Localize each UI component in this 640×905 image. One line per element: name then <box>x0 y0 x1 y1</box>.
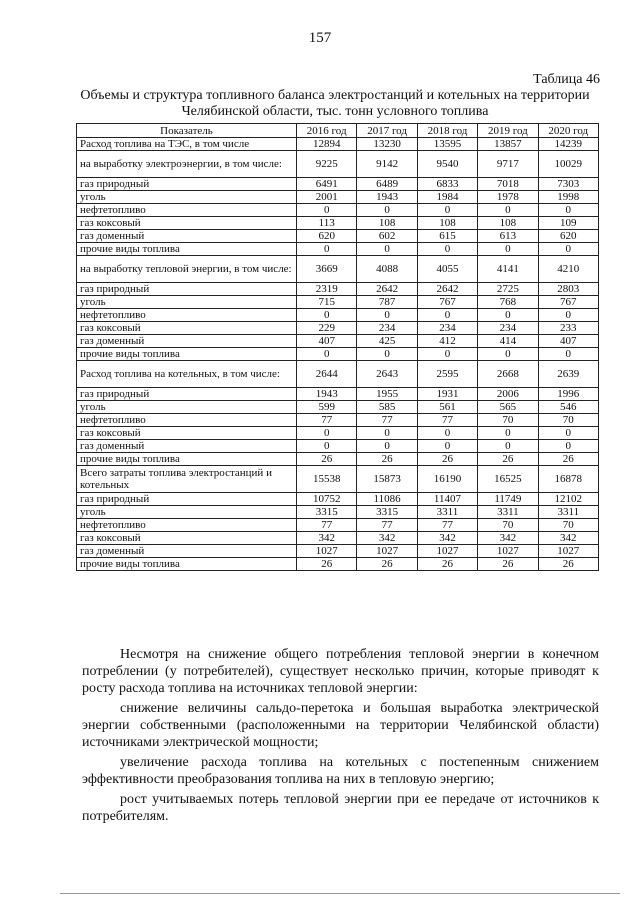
cell-value: 0 <box>297 348 357 361</box>
cell-value: 0 <box>357 440 417 453</box>
cell-value: 599 <box>297 401 357 414</box>
row-label: на выработку тепловой энергии, в том числе: <box>77 256 297 283</box>
cell-value: 3311 <box>538 506 598 519</box>
cell-value: 26 <box>478 558 538 571</box>
table-row <box>77 558 599 571</box>
cell-value: 2643 <box>357 361 417 388</box>
table-row <box>77 138 599 151</box>
cell-value: 1931 <box>417 388 477 401</box>
row-label: нефтетопливо <box>77 414 297 427</box>
cell-value: 4088 <box>357 256 417 283</box>
cell-value: 0 <box>297 309 357 322</box>
cell-value: 3315 <box>357 506 417 519</box>
cell-value: 26 <box>297 558 357 571</box>
cell-value: 4210 <box>538 256 598 283</box>
cell-value: 0 <box>538 309 598 322</box>
header-2018: 2018 год <box>417 124 477 138</box>
cell-value: 4055 <box>417 256 477 283</box>
cell-value: 2595 <box>417 361 477 388</box>
cell-value: 77 <box>357 519 417 532</box>
table-row <box>77 506 599 519</box>
cell-value: 585 <box>357 401 417 414</box>
cell-value: 3311 <box>417 506 477 519</box>
cell-value: 342 <box>417 532 477 545</box>
cell-value: 2006 <box>478 388 538 401</box>
cell-value: 407 <box>297 335 357 348</box>
cell-value: 602 <box>357 230 417 243</box>
row-label: газ природный <box>77 493 297 506</box>
table-row <box>77 217 599 230</box>
cell-value: 0 <box>297 243 357 256</box>
cell-value: 2642 <box>357 283 417 296</box>
table-row <box>77 178 599 191</box>
paragraph: Несмотря на снижение общего потребления тепловой энергии в конечном потреблении (у потребителей), существует несколько причин, которые приводят к росту расхода топлива на источниках тепловой энергии: <box>82 647 599 696</box>
cell-value: 234 <box>417 322 477 335</box>
row-label: газ доменный <box>77 335 297 348</box>
cell-value: 2639 <box>538 361 598 388</box>
cell-value: 0 <box>478 440 538 453</box>
cell-value: 108 <box>478 217 538 230</box>
cell-value: 6491 <box>297 178 357 191</box>
cell-value: 108 <box>417 217 477 230</box>
table-row <box>77 519 599 532</box>
table-title: Объемы и структура топливного баланса электростанций и котельных на территории Челябинской области, тыс. тонн условного топлива <box>80 88 590 119</box>
row-label: нефтетопливо <box>77 309 297 322</box>
cell-value: 9142 <box>357 151 417 178</box>
cell-value: 1978 <box>478 191 538 204</box>
cell-value: 7018 <box>478 178 538 191</box>
cell-value: 2319 <box>297 283 357 296</box>
cell-value: 0 <box>538 348 598 361</box>
cell-value: 620 <box>538 230 598 243</box>
row-label: уголь <box>77 401 297 414</box>
table-row <box>77 283 599 296</box>
cell-value: 7303 <box>538 178 598 191</box>
cell-value: 0 <box>417 348 477 361</box>
cell-value: 2803 <box>538 283 598 296</box>
cell-value: 414 <box>478 335 538 348</box>
table-row <box>77 309 599 322</box>
cell-value: 1027 <box>297 545 357 558</box>
cell-value: 10029 <box>538 151 598 178</box>
cell-value: 77 <box>357 414 417 427</box>
row-label: прочие виды топлива <box>77 243 297 256</box>
row-label: газ коксовый <box>77 217 297 230</box>
cell-value: 342 <box>297 532 357 545</box>
cell-value: 2644 <box>297 361 357 388</box>
cell-value: 2642 <box>417 283 477 296</box>
cell-value: 234 <box>478 322 538 335</box>
cell-value: 1984 <box>417 191 477 204</box>
table-row <box>77 243 599 256</box>
cell-value: 565 <box>478 401 538 414</box>
cell-value: 2725 <box>478 283 538 296</box>
cell-value: 9717 <box>478 151 538 178</box>
cell-value: 26 <box>538 558 598 571</box>
table-row <box>77 322 599 335</box>
cell-value: 11407 <box>417 493 477 506</box>
body-text <box>82 646 599 828</box>
row-label: газ коксовый <box>77 322 297 335</box>
cell-value: 1943 <box>357 191 417 204</box>
cell-value: 11749 <box>478 493 538 506</box>
paragraph: увеличение расхода топлива на котельных с постепенным снижением эффективности преобразования топлива на них в тепловую энергию; <box>82 755 599 787</box>
row-label: Расход топлива на ТЭС, в том числе <box>77 138 297 151</box>
table-row <box>77 453 599 466</box>
cell-value: 561 <box>417 401 477 414</box>
row-label: Расход топлива на котельных, в том числе: <box>77 361 297 388</box>
page-number: 157 <box>308 30 332 46</box>
cell-value: 10752 <box>297 493 357 506</box>
cell-value: 767 <box>417 296 477 309</box>
table-row <box>77 427 599 440</box>
cell-value: 234 <box>357 322 417 335</box>
cell-value: 77 <box>297 519 357 532</box>
cell-value: 1955 <box>357 388 417 401</box>
cell-value: 768 <box>478 296 538 309</box>
cell-value: 342 <box>478 532 538 545</box>
header-2016: 2016 год <box>297 124 357 138</box>
cell-value: 0 <box>417 427 477 440</box>
cell-value: 0 <box>417 204 477 217</box>
cell-value: 2001 <box>297 191 357 204</box>
cell-value: 0 <box>538 243 598 256</box>
cell-value: 13857 <box>478 138 538 151</box>
table-row <box>77 414 599 427</box>
cell-value: 0 <box>417 309 477 322</box>
cell-value: 13595 <box>417 138 477 151</box>
cell-value: 26 <box>417 558 477 571</box>
row-label: газ доменный <box>77 545 297 558</box>
row-label: газ природный <box>77 283 297 296</box>
cell-value: 15873 <box>357 466 417 493</box>
cell-value: 70 <box>478 414 538 427</box>
row-label: газ доменный <box>77 230 297 243</box>
row-label: уголь <box>77 191 297 204</box>
cell-value: 77 <box>417 519 477 532</box>
cell-value: 767 <box>538 296 598 309</box>
row-label: уголь <box>77 296 297 309</box>
row-label: Всего затраты топлива электростанций и котельных <box>77 466 297 493</box>
cell-value: 14239 <box>538 138 598 151</box>
paragraph: рост учитываемых потерь тепловой энергии при ее передаче от источников к потребителям. <box>82 792 599 824</box>
table-header-row <box>77 124 599 138</box>
row-label: прочие виды топлива <box>77 453 297 466</box>
table-row <box>77 545 599 558</box>
table-label: Таблица 46 <box>533 72 600 87</box>
cell-value: 26 <box>357 558 417 571</box>
row-label: прочие виды топлива <box>77 348 297 361</box>
cell-value: 1943 <box>297 388 357 401</box>
cell-value: 3315 <box>297 506 357 519</box>
cell-value: 9540 <box>417 151 477 178</box>
cell-value: 229 <box>297 322 357 335</box>
table-row <box>77 191 599 204</box>
cell-value: 0 <box>357 348 417 361</box>
cell-value: 13230 <box>357 138 417 151</box>
cell-value: 6489 <box>357 178 417 191</box>
cell-value: 26 <box>478 453 538 466</box>
cell-value: 412 <box>417 335 477 348</box>
table-row <box>77 401 599 414</box>
cell-value: 11086 <box>357 493 417 506</box>
table-row <box>77 493 599 506</box>
cell-value: 613 <box>478 230 538 243</box>
cell-value: 12894 <box>297 138 357 151</box>
cell-value: 407 <box>538 335 598 348</box>
table-row <box>77 204 599 217</box>
cell-value: 0 <box>417 243 477 256</box>
header-2019: 2019 год <box>478 124 538 138</box>
cell-value: 1027 <box>538 545 598 558</box>
cell-value: 615 <box>417 230 477 243</box>
cell-value: 70 <box>478 519 538 532</box>
table-row <box>77 440 599 453</box>
row-label: газ коксовый <box>77 427 297 440</box>
cell-value: 77 <box>417 414 477 427</box>
cell-value: 15538 <box>297 466 357 493</box>
cell-value: 546 <box>538 401 598 414</box>
cell-value: 1027 <box>478 545 538 558</box>
cell-value: 4141 <box>478 256 538 283</box>
cell-value: 70 <box>538 519 598 532</box>
cell-value: 0 <box>538 204 598 217</box>
cell-value: 0 <box>417 440 477 453</box>
cell-value: 77 <box>297 414 357 427</box>
table-row <box>77 466 599 493</box>
cell-value: 620 <box>297 230 357 243</box>
cell-value: 1996 <box>538 388 598 401</box>
cell-value: 787 <box>357 296 417 309</box>
row-label: газ доменный <box>77 440 297 453</box>
cell-value: 1027 <box>417 545 477 558</box>
cell-value: 0 <box>357 243 417 256</box>
row-label: прочие виды топлива <box>77 558 297 571</box>
cell-value: 12102 <box>538 493 598 506</box>
row-label: газ природный <box>77 178 297 191</box>
cell-value: 108 <box>357 217 417 230</box>
table-row <box>77 348 599 361</box>
cell-value: 9225 <box>297 151 357 178</box>
cell-value: 26 <box>538 453 598 466</box>
paragraph: снижение величины сальдо-перетока и большая выработка электрической энергии собственными (расположенными на территории Челябинской области) источниками электрической мощности; <box>82 701 599 750</box>
cell-value: 3311 <box>478 506 538 519</box>
cell-value: 70 <box>538 414 598 427</box>
cell-value: 1027 <box>357 545 417 558</box>
table-row <box>77 335 599 348</box>
cell-value: 0 <box>478 348 538 361</box>
cell-value: 425 <box>357 335 417 348</box>
header-2017: 2017 год <box>357 124 417 138</box>
row-label: газ природный <box>77 388 297 401</box>
table-row <box>77 151 599 178</box>
table-row <box>77 296 599 309</box>
cell-value: 0 <box>478 309 538 322</box>
table-body <box>77 138 599 571</box>
cell-value: 0 <box>297 440 357 453</box>
cell-value: 233 <box>538 322 598 335</box>
cell-value: 342 <box>538 532 598 545</box>
cell-value: 6833 <box>417 178 477 191</box>
cell-value: 0 <box>538 427 598 440</box>
cell-value: 2668 <box>478 361 538 388</box>
bottom-divider <box>60 893 620 894</box>
cell-value: 342 <box>357 532 417 545</box>
cell-value: 109 <box>538 217 598 230</box>
cell-value: 16525 <box>478 466 538 493</box>
table-row <box>77 361 599 388</box>
cell-value: 0 <box>478 204 538 217</box>
cell-value: 16878 <box>538 466 598 493</box>
row-label: на выработку электроэнергии, в том числе: <box>77 151 297 178</box>
cell-value: 0 <box>297 427 357 440</box>
cell-value: 715 <box>297 296 357 309</box>
cell-value: 26 <box>297 453 357 466</box>
header-indicator: Показатель <box>77 124 297 138</box>
table-row <box>77 532 599 545</box>
row-label: уголь <box>77 506 297 519</box>
cell-value: 0 <box>538 440 598 453</box>
cell-value: 16190 <box>417 466 477 493</box>
cell-value: 26 <box>357 453 417 466</box>
table-row <box>77 230 599 243</box>
cell-value: 3669 <box>297 256 357 283</box>
table-row <box>77 256 599 283</box>
cell-value: 113 <box>297 217 357 230</box>
cell-value: 0 <box>357 309 417 322</box>
cell-value: 1998 <box>538 191 598 204</box>
row-label: нефтетопливо <box>77 519 297 532</box>
table-row <box>77 388 599 401</box>
cell-value: 0 <box>297 204 357 217</box>
header-2020: 2020 год <box>538 124 598 138</box>
row-label: нефтетопливо <box>77 204 297 217</box>
row-label: газ коксовый <box>77 532 297 545</box>
cell-value: 0 <box>478 243 538 256</box>
fuel-balance-table <box>76 123 599 571</box>
cell-value: 0 <box>357 427 417 440</box>
cell-value: 0 <box>357 204 417 217</box>
cell-value: 26 <box>417 453 477 466</box>
cell-value: 0 <box>478 427 538 440</box>
